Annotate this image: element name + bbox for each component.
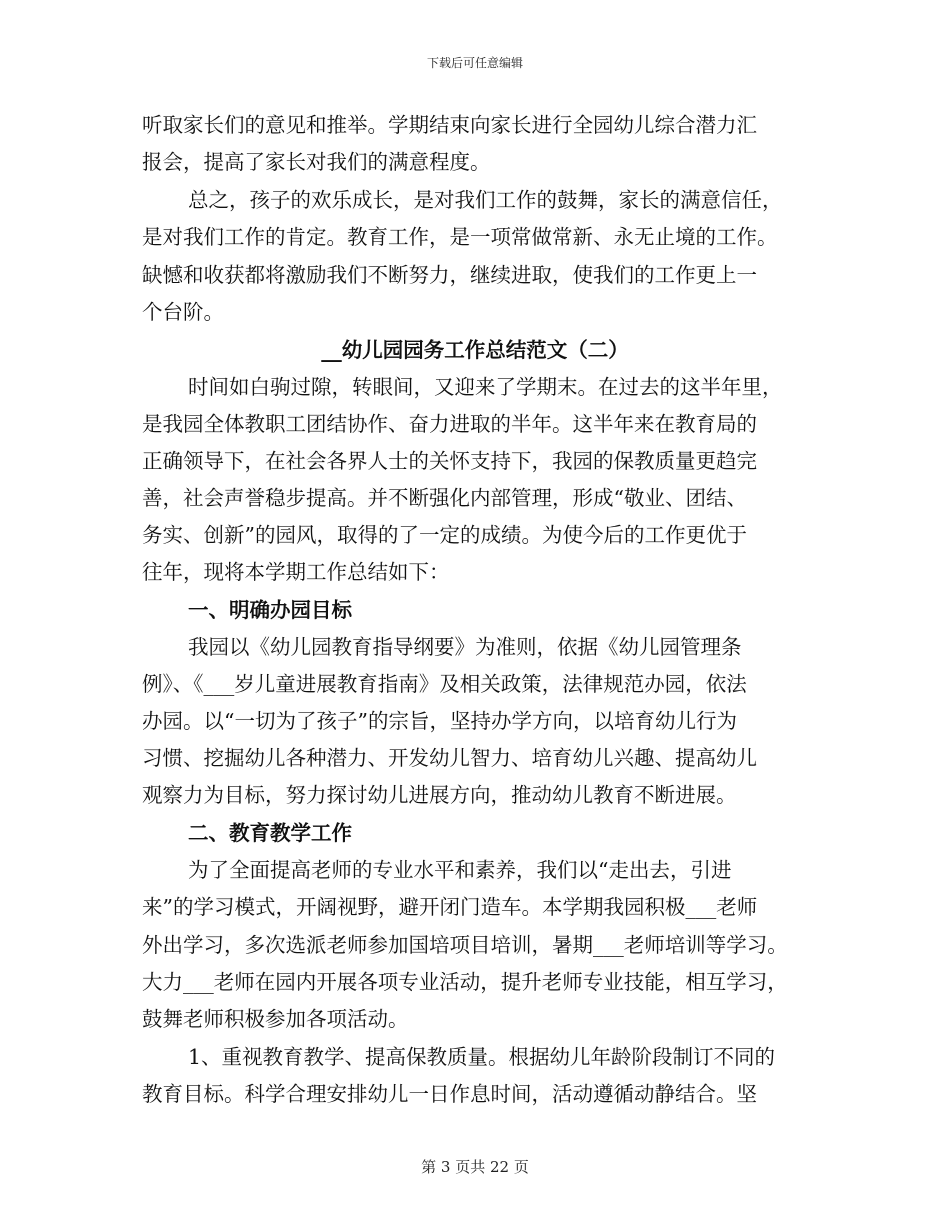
body-line: 办园。以“一切为了孩子”的宗旨，坚持办学方向，以培育幼儿行为 bbox=[142, 709, 737, 733]
body-line: 习惯、挖掘幼儿各种潜力、开发幼儿智力、培育幼儿兴趣、提高幼儿 bbox=[142, 746, 757, 770]
body-line: 缺憾和收获都将激励我们不断努力，继续进取，使我们的工作更上一 bbox=[142, 263, 757, 287]
body-line: 总之，孩子的欢乐成长，是对我们工作的鼓舞，家长的满意信任， bbox=[188, 188, 783, 212]
body-line: 我园以《幼儿园教育指导纲要》为准则，依据《幼儿园管理条 bbox=[188, 635, 742, 659]
heading-goal: 一、明确办园目标 bbox=[188, 598, 352, 622]
body-line: 大力___老师在园内开展各项专业活动，提升老师专业技能，相互学习， bbox=[142, 970, 788, 994]
body-line: 外出学习，多次选派老师参加国培项目培训，暑期___老师培训等学习。 bbox=[142, 933, 788, 957]
body-line: 来”的学习模式，开阔视野，避开闭门造车。本学期我园积极___老师 bbox=[142, 895, 758, 919]
body-line: 教育目标。科学合理安排幼儿一日作息时间，活动遵循动静结合。坚 bbox=[142, 1082, 757, 1106]
body-line: 例》、《___岁儿童进展教育指南》及相关政策，法律规范办园，依法 bbox=[142, 672, 747, 696]
page-footer: 第 3 页共 22 页 bbox=[421, 1158, 529, 1176]
body-line: 1、重视教育教学、提高保教质量。根据幼儿年龄阶段制订不同的 bbox=[188, 1045, 776, 1069]
page-header: 下载后可任意编辑 bbox=[426, 56, 523, 70]
heading-teaching: 二、教育教学工作 bbox=[188, 821, 352, 845]
body-line: 是对我们工作的肯定。教育工作，是一项常做常新、永无止境的工作。 bbox=[142, 225, 778, 249]
body-line: 正确领导下，在社会各界人士的关怀支持下，我园的保教质量更趋完 bbox=[142, 449, 757, 473]
body-line: 往年，现将本学期工作总结如下： bbox=[142, 560, 450, 584]
body-line: 时间如白驹过隙，转眼间，又迎来了学期末。在过去的这半年里， bbox=[188, 375, 783, 399]
body-line: 报会，提高了家长对我们的满意程度。 bbox=[142, 150, 491, 174]
body-line: 个台阶。 bbox=[142, 300, 224, 324]
body-line: 善，社会声誉稳步提高。并不断强化内部管理，形成“敬业、团结、 bbox=[142, 486, 747, 510]
section-title: __幼儿园园务工作总结范文（二） bbox=[321, 338, 629, 362]
body-line: 为了全面提高老师的专业水平和素养，我们以“走出去，引进 bbox=[188, 858, 732, 882]
body-line: 务实、创新”的园风，取得的了一定的成绩。为使今后的工作更优于 bbox=[142, 523, 747, 547]
body-line: 是我园全体教职工团结协作、奋力进取的半年。这半年来在教育局的 bbox=[142, 412, 757, 436]
body-line: 观察力为目标，努力探讨幼儿进展方向，推动幼儿教育不断进展。 bbox=[142, 783, 737, 807]
body-line: 听取家长们的意见和推举。学期结束向家长进行全园幼儿综合潜力汇 bbox=[142, 113, 757, 137]
body-line: 鼓舞老师积极参加各项活动。 bbox=[142, 1007, 409, 1031]
